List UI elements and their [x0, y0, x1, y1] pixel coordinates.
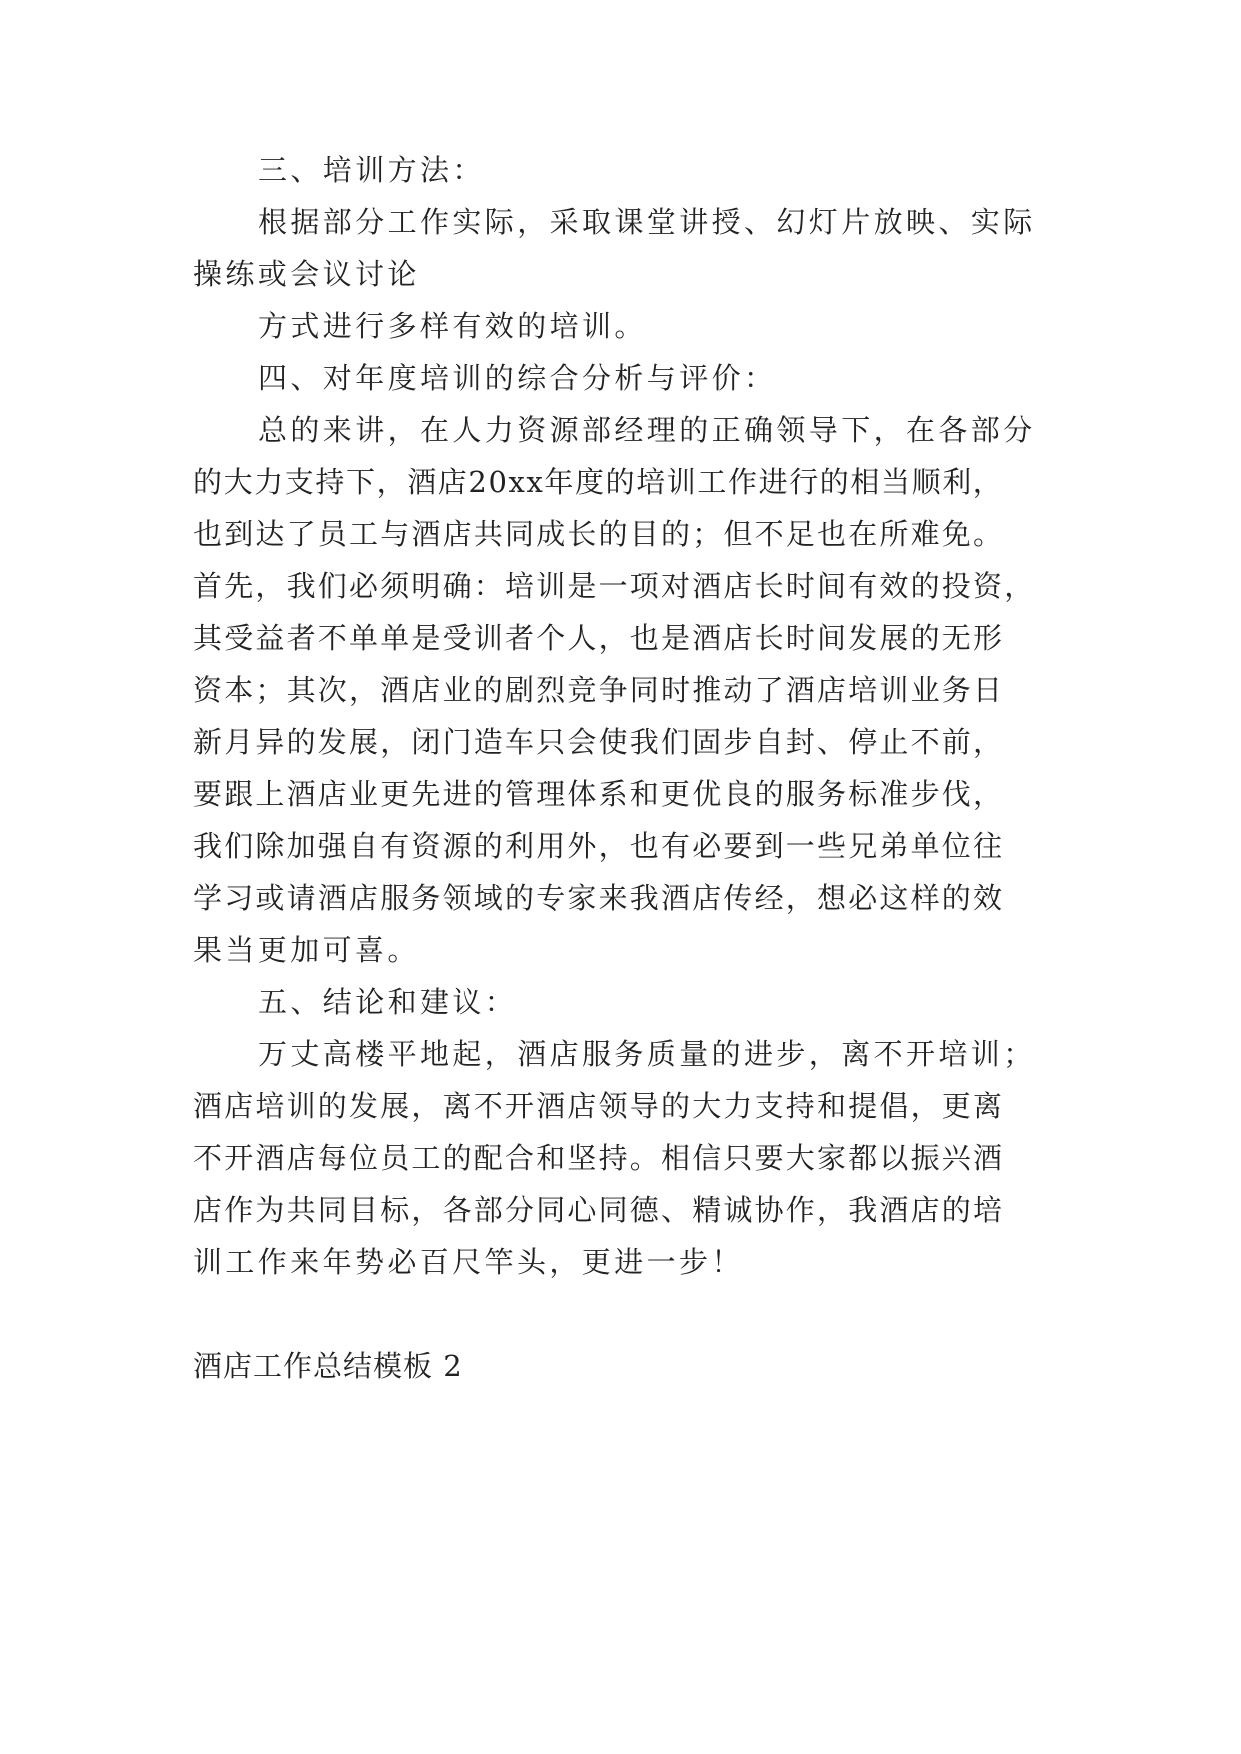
section-heading-methods: 三、培训方法：: [258, 153, 485, 187]
section-heading-analysis: 四、对年度培训的综合分析与评价：: [258, 361, 777, 395]
paragraph-line: 学习或请酒店服务领域的专家来我酒店传经，想必这样的效: [193, 881, 1005, 915]
paragraph-line: 其受益者不单单是受训者个人，也是酒店长时间发展的无形: [193, 621, 1005, 655]
paragraph-line: 新月异的发展，闭门造车只会使我们固步自封、停止不前，: [193, 725, 1005, 759]
paragraph-line: 也到达了员工与酒店共同成长的目的；但不足也在所难免。: [193, 517, 1005, 551]
section-heading-conclusion: 五、结论和建议：: [258, 985, 518, 1019]
paragraph-line: 根据部分工作实际，采取课堂讲授、幻灯片放映、实际: [258, 205, 1036, 239]
paragraph-line: 的大力支持下，酒店20xx年度的培训工作进行的相当顺利，: [193, 465, 1004, 499]
paragraph-line: 酒店培训的发展，离不开酒店领导的大力支持和提倡，更离: [193, 1089, 1005, 1123]
paragraph-line: 不开酒店每位员工的配合和坚持。相信只要大家都以振兴酒: [193, 1141, 1005, 1175]
paragraph-line: 操练或会议讨论: [193, 257, 420, 291]
paragraph-line: 训工作来年势必百尺竿头，更进一步！: [193, 1245, 744, 1279]
paragraph-line: 万丈高楼平地起，酒店服务质量的进步，离不开培训；: [258, 1037, 1036, 1071]
paragraph-line: 资本；其次，酒店业的剧烈竞争同时推动了酒店培训业务日: [193, 673, 1005, 707]
paragraph-line: 店作为共同目标，各部分同心同德、精诚协作，我酒店的培: [193, 1193, 1005, 1227]
paragraph-line: 首先，我们必须明确：培训是一项对酒店长时间有效的投资，: [193, 569, 1036, 603]
paragraph-line: 我们除加强自有资源的利用外，也有必要到一些兄弟单位往: [193, 829, 1005, 863]
paragraph-line: 要跟上酒店业更先进的管理体系和更优良的服务标准步伐，: [193, 777, 1005, 811]
next-document-title: 酒店工作总结模板 2: [193, 1349, 463, 1383]
paragraph-line: 方式进行多样有效的培训。: [258, 309, 647, 343]
paragraph-line: 总的来讲，在人力资源部经理的正确领导下，在各部分: [258, 413, 1036, 447]
paragraph-line: 果当更加可喜。: [193, 933, 420, 967]
